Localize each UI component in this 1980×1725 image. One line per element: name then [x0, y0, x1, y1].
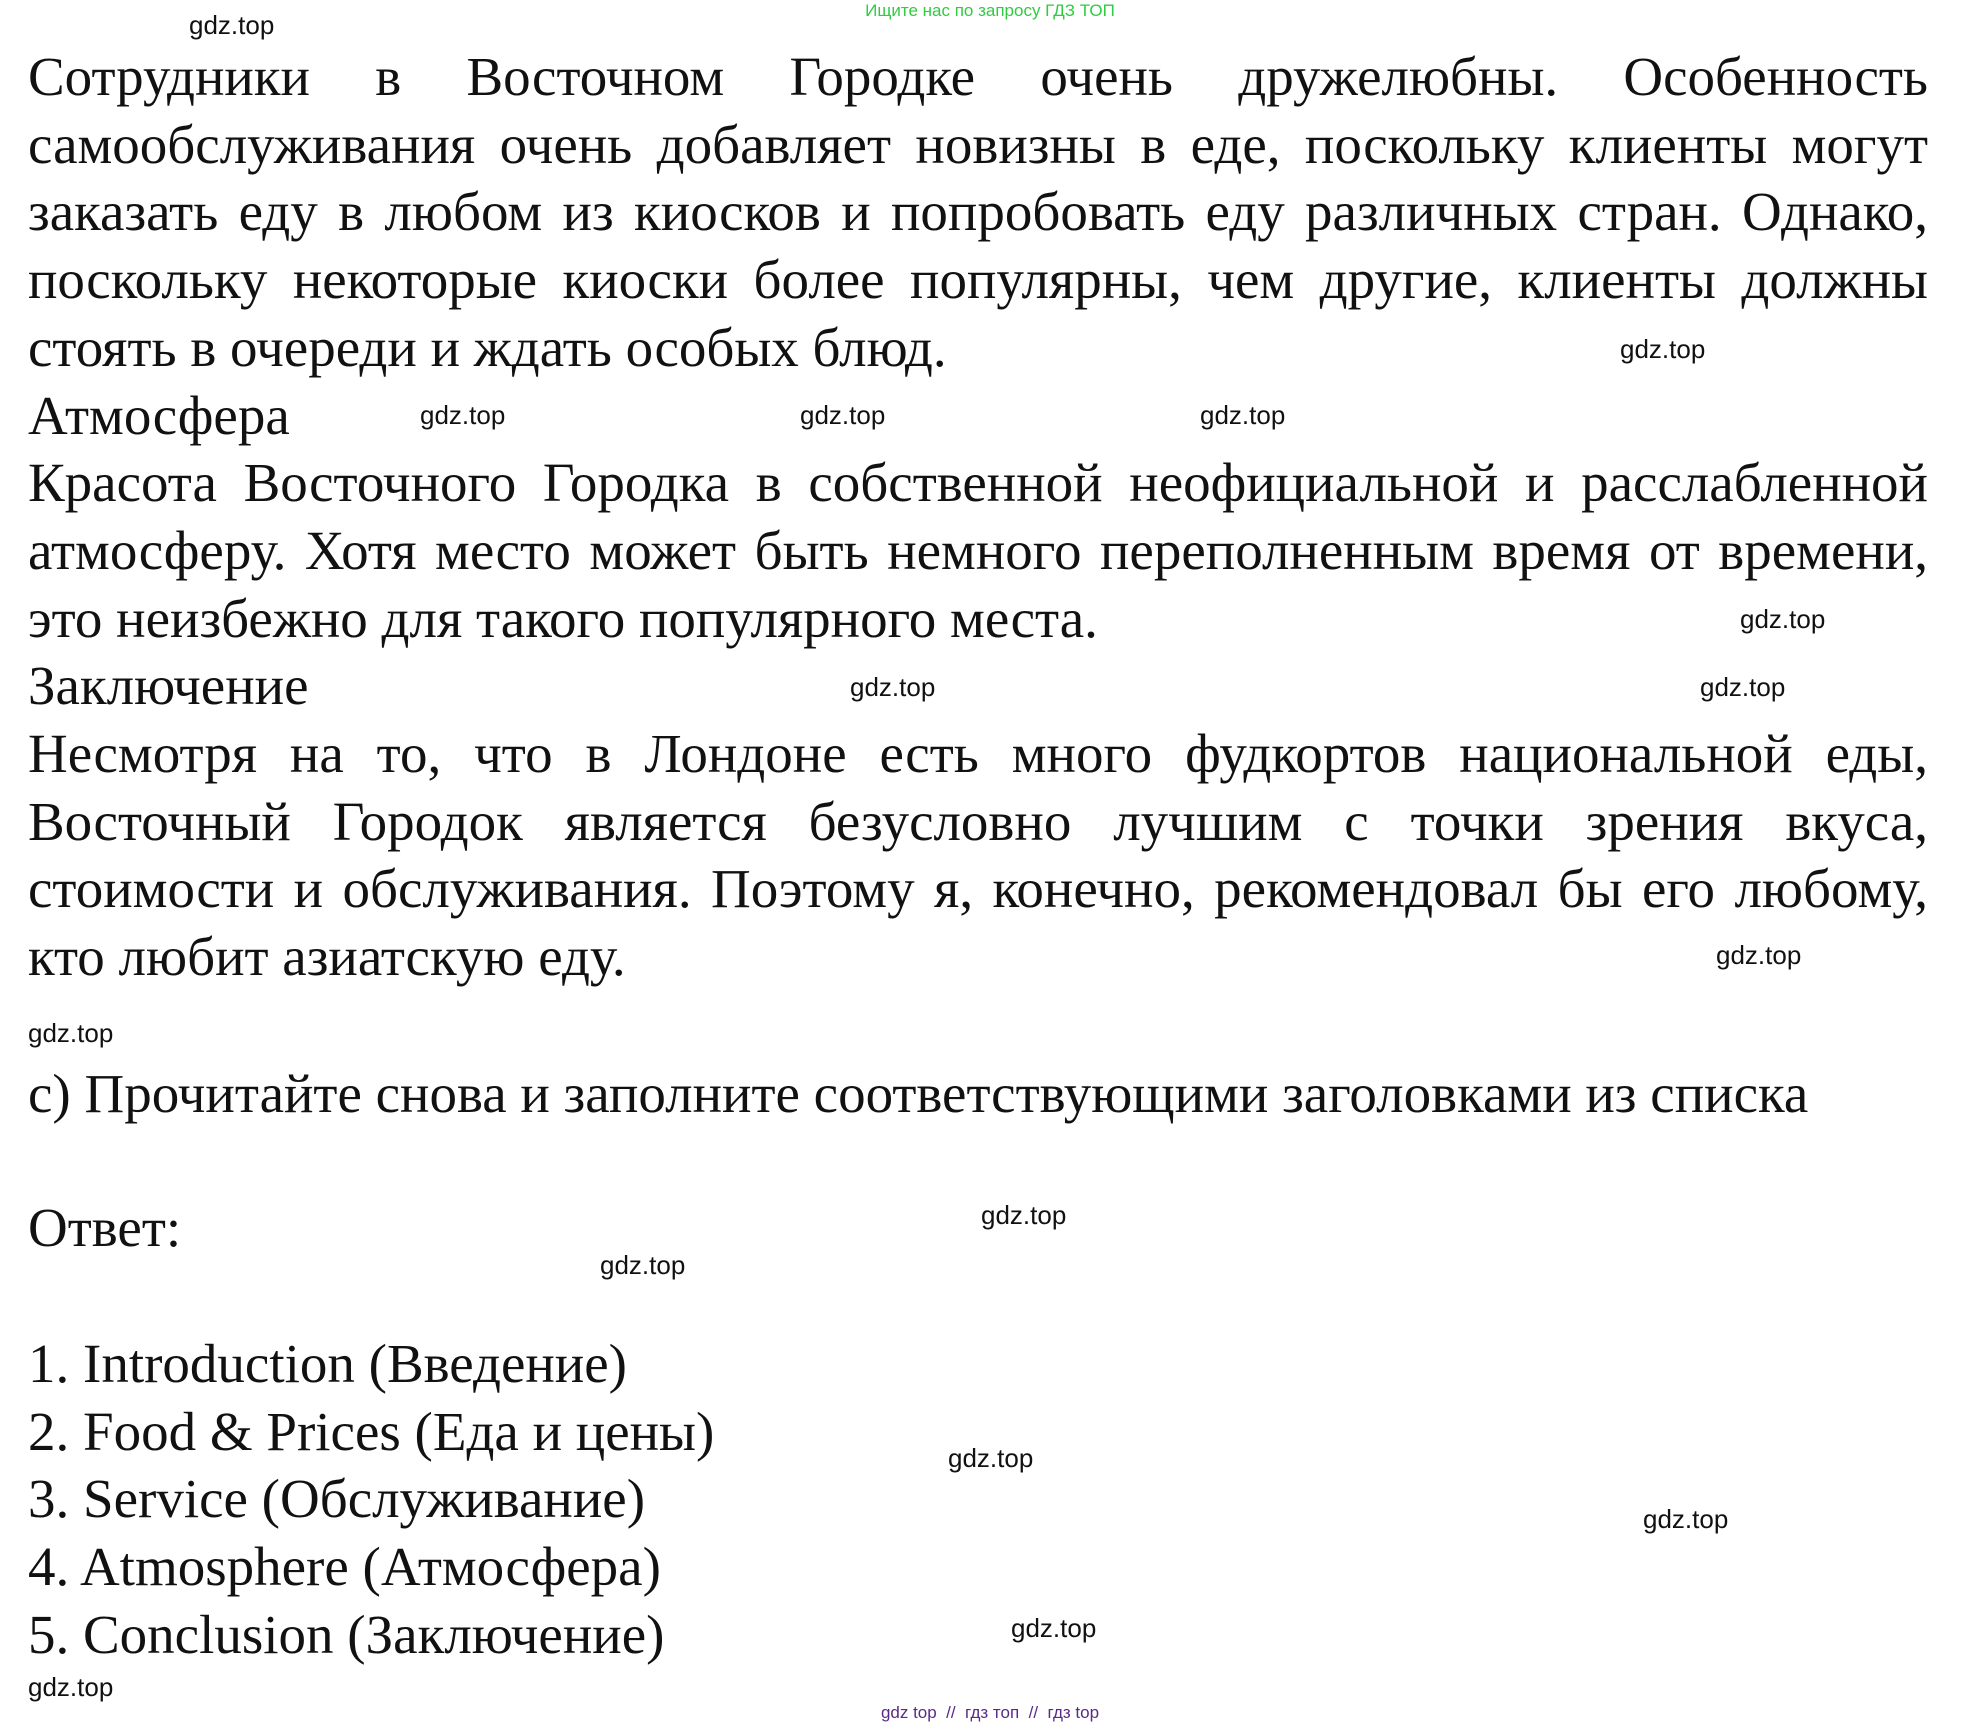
watermark: gdz.top [28, 1018, 114, 1048]
watermark: gdz.top [1700, 672, 1786, 702]
watermark: gdz.top [600, 1250, 686, 1280]
heading-conclusion: Заключение [28, 655, 309, 717]
answer-label: Ответ: [28, 1197, 182, 1258]
watermark: gdz.top [981, 1200, 1067, 1230]
answer-item: 5. Conclusion (Заключение) [28, 1603, 665, 1665]
paragraph-service: Сотрудники в Восточном Городке очень дружелюбны. Особенность самообслуживания очень добавляет новизны в еде, поскольку клиенты могут заказать еду в любом из киосков и попробовать еду различных стран. Однако, поскольку некоторые киоски более популярны, чем другие, клиенты должны стоять в очереди и ждать особых блюд. [28, 46, 1928, 378]
top-banner[interactable]: Ищите нас по запросу ГДЗ ТОП [865, 1, 1115, 20]
watermark: gdz.top [189, 10, 275, 40]
watermark: gdz.top [28, 1672, 114, 1702]
footer-links[interactable]: gdz top // гдз топ // гдз top [880, 1703, 1100, 1722]
watermark: gdz.top [850, 672, 936, 702]
watermark: gdz.top [1011, 1613, 1097, 1643]
task-text: c) Прочитайте снова и заполните соответствующими заголовками из списка [28, 1063, 1809, 1124]
paragraph-atmosphere: Красота Восточного Городка в собственной неофициальной и расслабленной атмосферу. Хотя место может быть немного переполненным время от времени, это неизбежно для такого популярного места. [28, 452, 1928, 649]
answer-item: 2. Food & Prices (Еда и цены) [28, 1400, 715, 1462]
watermark: gdz.top [1643, 1504, 1729, 1534]
watermark: gdz.top [1716, 940, 1802, 970]
answer-list [28, 1330, 714, 1669]
answer-block [28, 1194, 181, 1262]
answer-item: 1. Introduction (Введение) [28, 1333, 627, 1394]
answer-item: 4. Atmosphere (Атмосфера) [28, 1536, 661, 1598]
watermark: gdz.top [420, 400, 506, 430]
text-body [28, 43, 1928, 991]
heading-atmosphere: Атмосфера [28, 384, 290, 446]
watermark: gdz.top [948, 1443, 1034, 1473]
paragraph-conclusion: Несмотря на то, что в Лондоне есть много фудкортов национальной еды, Восточный Городок является безусловно лучшим с точки зрения вкуса, стоимости и обслуживания. Поэтому я, конечно, рекомендовал бы его любому, кто любит азиатскую еду. [28, 723, 1928, 988]
answer-item: 3. Service (Обслуживание) [28, 1468, 646, 1530]
watermark: gdz.top [1620, 334, 1706, 364]
watermark: gdz.top [1740, 604, 1826, 634]
task-block [28, 1060, 1808, 1128]
watermark: gdz.top [1200, 400, 1286, 430]
watermark: gdz.top [800, 400, 886, 430]
